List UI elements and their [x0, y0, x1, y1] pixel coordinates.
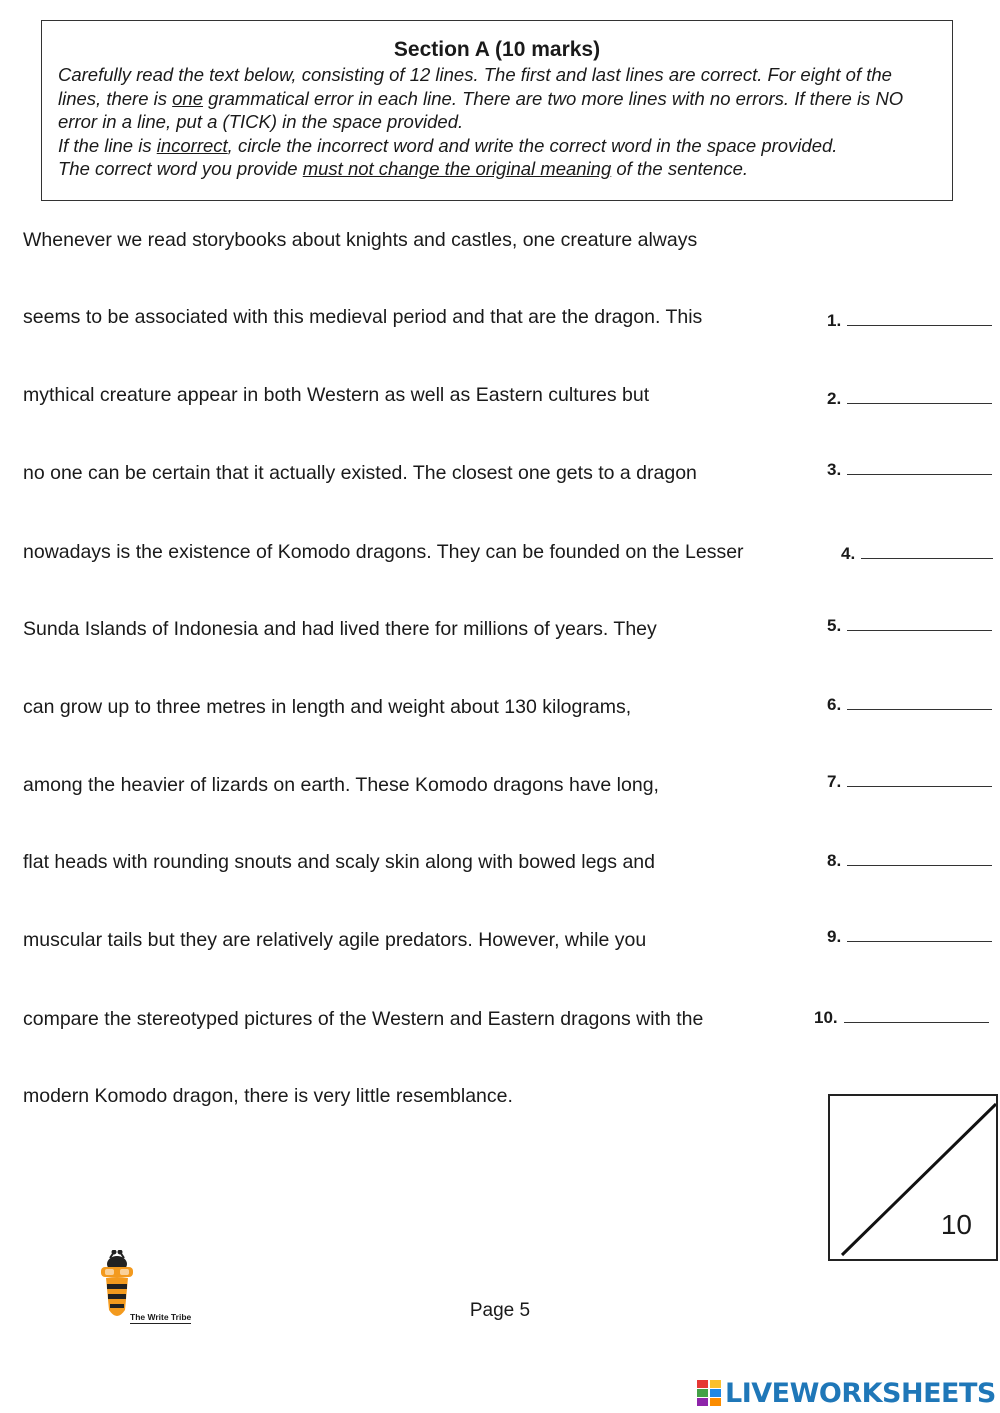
answer-row-10 [814, 1006, 989, 1028]
instr-p3-before: The correct word you provide [58, 158, 303, 179]
instr-p2-before: If the line is [58, 134, 157, 156]
passage-line-0: Whenever we read storybooks about knights and castles, one creature always [23, 229, 698, 251]
score-box [828, 1094, 998, 1261]
answer-row-2 [827, 387, 992, 409]
answer-blank[interactable] [847, 458, 992, 475]
answer-blank[interactable] [847, 614, 992, 631]
passage-line-4: nowadays is the existence of Komodo dragons. They can be founded on the Lesser [23, 541, 744, 563]
passage-line-9: muscular tails but they are relatively agile predators. However, while you [23, 929, 647, 951]
answer-row-4 [841, 542, 993, 564]
answer-number: 9. [827, 927, 842, 946]
answer-number: 4. [841, 544, 856, 563]
answer-number: 8. [827, 851, 842, 870]
answer-row-9 [827, 925, 992, 947]
answer-row-8 [827, 849, 992, 871]
instr-p3-underline: must not change the original meaning [302, 158, 612, 179]
answer-blank[interactable] [847, 693, 992, 710]
answer-number: 5. [827, 616, 842, 635]
answer-blank[interactable] [847, 925, 992, 942]
answer-blank[interactable] [847, 387, 992, 404]
score-total: 10 [940, 1209, 972, 1240]
answer-row-1 [827, 309, 992, 331]
passage-line-11: modern Komodo dragon, there is very little resemblance. [23, 1085, 513, 1107]
instr-p3-after: of the sentence. [611, 158, 749, 179]
answer-row-6 [827, 693, 992, 715]
answer-blank[interactable] [847, 849, 992, 866]
answer-blank[interactable] [844, 1006, 989, 1023]
answer-number: 10. [814, 1008, 838, 1027]
instr-p1-after: grammatical error in each line. There are two more lines with no errors. If there is NO error in a line, put a (TICK) in the space provided. [58, 87, 904, 132]
answer-number: 7. [827, 772, 842, 791]
liveworksheets-brand: LIVEWORKSHEETS [725, 1377, 996, 1409]
passage-line-8: flat heads with rounding snouts and scaly skin along with bowed legs and [23, 851, 655, 873]
instructions-box [41, 20, 953, 201]
answer-number: 3. [827, 460, 842, 479]
answer-number: 2. [827, 389, 842, 408]
page-number: Page 5 [469, 1300, 531, 1321]
liveworksheets-logo-icon [697, 1380, 721, 1406]
answer-blank[interactable] [861, 542, 993, 559]
passage-line-1: seems to be associated with this medieval period and that are the dragon. This [23, 306, 703, 328]
passage-line-5: Sunda Islands of Indonesia and had lived there for millions of years. They [23, 618, 657, 640]
answer-number: 1. [827, 311, 842, 330]
instr-p2-underline: incorrect [156, 134, 228, 156]
passage-line-6: can grow up to three metres in length and weight about 130 kilograms, [23, 696, 632, 718]
instructions-text [58, 63, 936, 181]
passage-line-2: mythical creature appear in both Western as well as Eastern cultures but [23, 384, 650, 406]
answer-row-3 [827, 458, 992, 480]
liveworksheets-watermark [697, 1376, 996, 1410]
answer-row-7 [827, 770, 992, 792]
passage-line-3: no one can be certain that it actually existed. The closest one gets to a dragon [23, 462, 697, 484]
answer-row-5 [827, 614, 992, 636]
instr-p1-before: Carefully read the text below, consisting of 12 lines. The first and last lines are correct. For eight of the lines, there is [58, 64, 892, 109]
answer-blank[interactable] [847, 309, 992, 326]
answer-blank[interactable] [847, 770, 992, 787]
passage-line-7: among the heavier of lizards on earth. These Komodo dragons have long, [23, 774, 659, 796]
answer-number: 6. [827, 695, 842, 714]
passage-line-10: compare the stereotyped pictures of the Western and Eastern dragons with the [23, 1008, 704, 1030]
logo-text: The Write Tribe [130, 1312, 192, 1322]
instr-p2-after: , circle the incorrect word and write the correct word in the space provided. [227, 134, 838, 156]
section-title: Section A (10 marks) [393, 38, 601, 61]
instr-p1-underline: one [172, 87, 204, 109]
